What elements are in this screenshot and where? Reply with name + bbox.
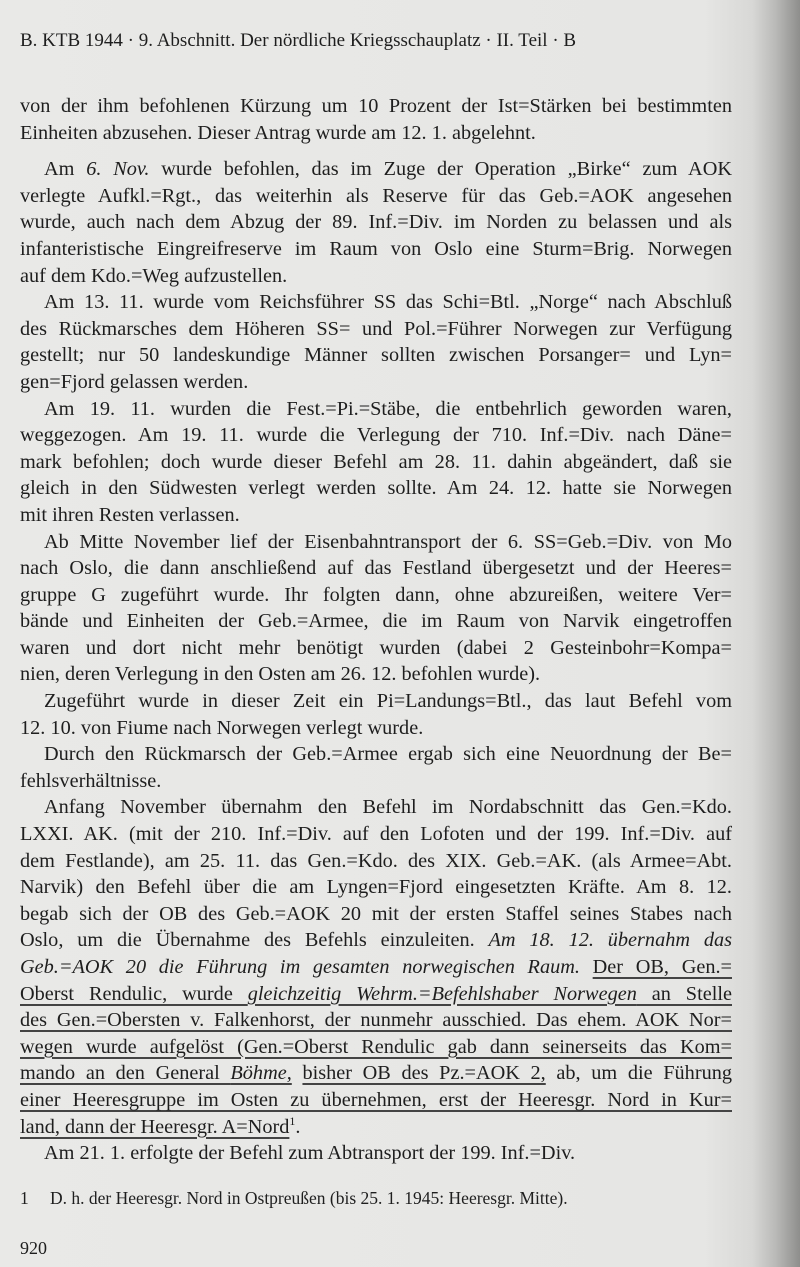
- text-run: 12. 10. von Fiume nach Norwegen verlegt wurde.: [20, 716, 424, 739]
- text-run: auf dem Kdo.=Weg aufzustellen.: [20, 264, 288, 287]
- text-line: [20, 529, 732, 556]
- paragraph: [20, 156, 732, 289]
- text-line: [20, 289, 732, 316]
- text-run: wegen wurde aufgelöst (Gen.=Oberst Rendulic gab dann seinerseits das Kom=: [20, 1035, 732, 1058]
- text-line: [20, 156, 732, 183]
- body-text: [20, 93, 732, 1167]
- text-run: gleichzeitig Wehrm.=Befehlshaber Norwegen: [247, 982, 637, 1005]
- text-run: Oslo, um die Übernahme des Befehls einzuleiten.: [20, 929, 489, 952]
- text-line: [20, 794, 732, 821]
- text-run: Der OB, Gen.=: [592, 956, 732, 978]
- text-run: Am 18. 12. übernahm das: [488, 929, 733, 952]
- text-line: [20, 688, 732, 715]
- text-run: mark befohlen; doch wurde dieser Befehl am 28. 11. dahin abgeändert, daß sie: [20, 450, 732, 473]
- text-run: fehlsverhältnisse.: [20, 769, 162, 792]
- text-run: waren und dort nicht mehr benötigt wurden (dabei 2 Gesteinbohr=Kompa=: [20, 636, 732, 659]
- text-line: [20, 555, 732, 582]
- text-line: [20, 715, 732, 742]
- paragraph: [20, 529, 732, 689]
- text-line: [20, 502, 732, 529]
- text-run: infanteristische Eingreifreserve im Raum von Oslo eine Sturm=Brig. Norwegen: [20, 237, 732, 260]
- text-run: Einheiten abzusehen. Dieser Antrag wurde am 12. 1. abgelehnt.: [20, 121, 536, 144]
- paragraph: [20, 688, 732, 741]
- text-run: land, dann der Heeresgr. A=Nord: [20, 1115, 290, 1138]
- text-run: einer Heeresgruppe im Osten zu übernehmen, erst der Heeresgr. Nord in Kur=: [20, 1088, 732, 1111]
- text-run: nien, deren Verlegung in den Osten am 26. 12. befohlen wurde).: [20, 663, 541, 686]
- text-line: [20, 316, 732, 343]
- text-line: [20, 1034, 732, 1061]
- text-line: [20, 582, 732, 609]
- text-line: [20, 369, 732, 396]
- text-run: Am 21. 1. erfolgte der Befehl zum Abtransport der 199. Inf.=Div.: [44, 1142, 576, 1165]
- text-run: [580, 956, 593, 978]
- paragraph: [20, 741, 732, 794]
- text-line: [20, 821, 732, 848]
- text-line: [20, 396, 732, 423]
- text-line: [20, 741, 732, 768]
- text-line: [20, 342, 732, 369]
- text-line: [20, 848, 732, 875]
- text-line: [20, 1007, 732, 1034]
- text-line: [20, 183, 732, 210]
- text-line: [20, 475, 732, 502]
- paragraph: [20, 396, 732, 529]
- text-run: Anfang November übernahm den Befehl im Nordabschnitt das Gen.=Kdo.: [44, 796, 732, 819]
- text-run: weggezogen. Am 19. 11. wurde die Verlegung der 710. Inf.=Div. nach Däne=: [20, 424, 732, 447]
- text-run: Oberst Rendulic, wurde: [20, 982, 248, 1005]
- text-run: dem Festlande), am 25. 11. das Gen.=Kdo. des XIX. Geb.=AK. (als Armee=Abt.: [20, 849, 732, 872]
- text-run: nach Oslo, die dann anschließend auf das Festland übergesetzt und der Heeres=: [20, 557, 732, 580]
- footnote: [20, 1188, 568, 1209]
- text-line: [20, 93, 732, 120]
- text-line: [20, 981, 732, 1008]
- text-run: ab, um die Führung: [545, 1062, 732, 1085]
- text-line: [20, 120, 732, 147]
- text-run: 6. Nov.: [86, 158, 150, 181]
- text-run: an Stelle: [636, 982, 732, 1005]
- text-run: wurde befohlen, das im Zuge der Operation „Birke“ zum AOK: [149, 158, 733, 181]
- page-number: 920: [20, 1238, 47, 1258]
- text-run: Ab Mitte November lief der Eisenbahntransport der 6. SS=Geb.=Div. von Mo: [44, 530, 732, 553]
- text-line: [20, 422, 732, 449]
- text-run: mit ihren Resten verlassen.: [20, 503, 240, 526]
- paragraph: [20, 289, 732, 395]
- text-run: Am 19. 11. wurden die Fest.=Pi.=Stäbe, die entbehrlich geworden waren,: [44, 397, 732, 420]
- text-line: [20, 1140, 732, 1167]
- text-line: [20, 954, 732, 981]
- text-run: begab sich der OB des Geb.=AOK 20 mit der ersten Staffel seines Stabes nach: [20, 902, 732, 925]
- text-run: des Gen.=Obersten v. Falkenhorst, der nunmehr ausschied. Das ehem. AOK Nor=: [20, 1009, 732, 1032]
- text-line: [20, 1087, 732, 1114]
- text-line: [20, 263, 732, 290]
- text-line: [20, 661, 732, 688]
- paragraph: [20, 93, 732, 146]
- footnote-text: D. h. der Heeresgr. Nord in Ostpreußen (bis 25. 1. 1945: Heeresgr. Mitte).: [50, 1188, 568, 1208]
- text-run: Am 13. 11. wurde vom Reichsführer SS das Schi=Btl. „Norge“ nach Abschluß: [44, 291, 732, 314]
- text-run: Böhme,: [230, 1062, 292, 1085]
- footnote-number: 1: [20, 1188, 29, 1208]
- text-run: gen=Fjord gelassen werden.: [20, 370, 249, 393]
- footnote-ref: 1: [289, 1113, 296, 1128]
- text-run: mando an den General: [20, 1062, 231, 1085]
- text-line: [20, 449, 732, 476]
- text-run: Narvik) den Befehl über die am Lyngen=Fjord eingesetzten Kräfte. Am 8. 12.: [20, 876, 732, 899]
- text-run: bände und Einheiten der Geb.=Armee, die im Raum von Narvik eingetroffen: [20, 610, 732, 633]
- running-header: B. KTB 1944 · 9. Abschnitt. Der nördliche Kriegsschauplatz · II. Teil · B: [20, 30, 577, 51]
- text-run: gestellt; nur 50 landeskundige Männer sollten zwischen Porsanger= und Lyn=: [20, 344, 732, 367]
- text-run: Am: [44, 158, 87, 181]
- paragraph: [20, 794, 732, 1140]
- text-run: von der ihm befohlenen Kürzung um 10 Prozent der Ist=Stärken bei bestimmten: [20, 95, 732, 117]
- text-line: [20, 768, 732, 795]
- text-run: Geb.=AOK 20 die Führung im gesamten norwegischen Raum.: [20, 956, 580, 978]
- text-line: [20, 901, 732, 928]
- text-run: [292, 1062, 303, 1084]
- text-run: Zugeführt wurde in dieser Zeit ein Pi=Landungs=Btl., das laut Befehl vom: [44, 690, 732, 713]
- text-run: .: [295, 1115, 301, 1138]
- text-line: [20, 236, 732, 263]
- text-run: des Rückmarsches dem Höheren SS= und Pol.=Führer Norwegen zur Verfügung: [20, 317, 732, 340]
- text-line: [20, 874, 732, 901]
- text-line: [20, 927, 732, 954]
- text-run: wurde, auch nach dem Abzug der 89. Inf.=Div. im Norden zu belassen und als: [20, 211, 732, 234]
- text-run: LXXI. AK. (mit der 210. Inf.=Div. auf den Lofoten und der 199. Inf.=Div. auf: [20, 823, 732, 846]
- text-line: [20, 1060, 732, 1087]
- text-line: [20, 209, 732, 236]
- text-run: Durch den Rückmarsch der Geb.=Armee ergab sich eine Neuordnung der Be=: [44, 743, 732, 766]
- text-line: [20, 635, 732, 662]
- text-run: gleich in den Südwesten verlegt werden sollte. Am 24. 12. hatte sie Norwegen: [20, 477, 732, 500]
- text-run: gruppe G zugeführt wurde. Ihr folgten dann, ohne abzureißen, weitere Ver=: [20, 583, 732, 606]
- text-run: verlegte Aufkl.=Rgt., das weiterhin als Reserve für das Geb.=AOK angesehen: [20, 184, 732, 207]
- paragraph: [20, 1140, 732, 1167]
- text-run: bisher OB des Pz.=AOK 2,: [302, 1062, 546, 1085]
- text-line: [20, 1114, 732, 1141]
- text-line: [20, 608, 732, 635]
